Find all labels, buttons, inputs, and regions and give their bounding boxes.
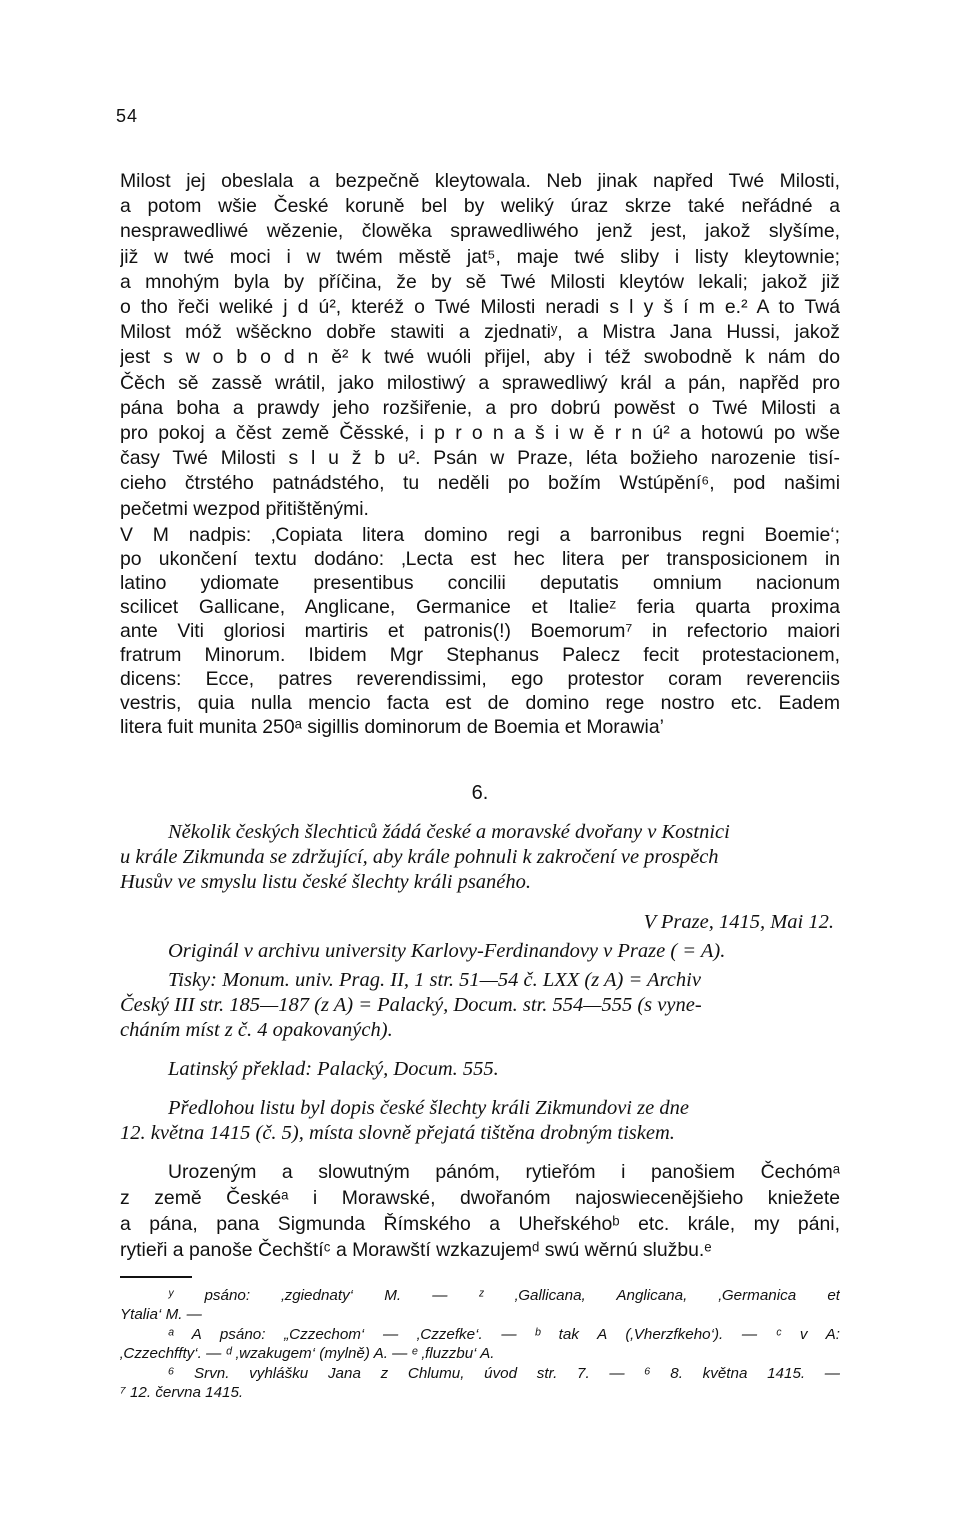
text-line: rytieři a panoše Čechštíᶜ a Morawští wzkazujemᵈ swú wěrnú službu.ᵉ: [120, 1239, 712, 1261]
text-line: Milost móž wšěckno dobře stawiti a zjednatiʸ, a Mistra Jana Hussi, jakož: [120, 321, 840, 344]
footnotes: [120, 1286, 840, 1402]
source-line: Český III str. 185—187 (z A) = Palacký, Docum. str. 554—555 (s vyne-: [120, 994, 702, 1016]
footnote-line: ʸ psáno: ‚zgiednaty‘ M. — ᶻ ‚Gallicana, Anglicana, ‚Germanica et: [168, 1287, 840, 1304]
manuscript-note: [120, 523, 840, 739]
summary-line: Husův ve smyslu listu české šlechty králi psaného.: [120, 871, 532, 893]
text-line: nesprawedliwé wězenie, člowěka sprawedliwého jenž jest, jakož slyšíme,: [120, 220, 840, 243]
text-line: časy Twé Milosti s l u ž b u². Psán w Praze, léta božieho narozenie tisí-: [120, 447, 840, 470]
page-number: 54: [116, 106, 139, 126]
text-line: a mnohým byla by příčina, že by sě Twé Milosti kleytów lekali; jakož již: [120, 270, 840, 293]
source-line: Předlohou listu byl dopis české šlechty králi Zikmundovi ze dne: [168, 1097, 689, 1119]
source-line: Originál v archivu university Karlovy-Ferdinandovy v Praze ( = A).: [168, 940, 726, 962]
text-line: pána boha a prawdy jeho rozšiřenie, a pro dobrú powěst o Twé Milosti a: [120, 396, 840, 419]
text-line: fratrum Minorum. Ibidem Mgr Stephanus Palecz fecit protestacionem,: [120, 644, 840, 666]
text-line: latino ydiomate presentibus concilii deputatis omnium nacionum: [120, 572, 840, 594]
text-line: pečetmi wezpod přitištěnými.: [120, 497, 369, 520]
text-line: pro pokoj a čěst země Čěsské, i p r o n a š i w ě r n ú² a hotowú po wše: [120, 422, 840, 445]
source-line: cháním míst z č. 4 opakovaných).: [120, 1019, 393, 1041]
source-line: Latinský překlad: Palacký, Docum. 555.: [168, 1058, 499, 1080]
text-line: V M nadpis: ‚Copiata litera domino regi a barronibus regni Boemie‘;: [120, 524, 840, 546]
text-line: a pána, pana Sigmunda Římského a Uheřskéhoᵇ etc. krále, my páni,: [120, 1213, 840, 1235]
summary-line: u krále Zikmunda se zdržující, aby krále pohnuli k zakročení ve prospěch: [120, 846, 719, 868]
source-description: [120, 939, 840, 1146]
text-line: Milost jej obeslala a bezpečně kleytowala. Neb jinak napřed Twé Milosti,: [120, 170, 840, 192]
text-line: litera fuit munita 250ᵃ sigillis dominorum de Boemia et Morawia’: [120, 716, 664, 738]
text-line: po ukončení textu dodáno: ‚Lecta est hec litera per transposicionem in: [120, 548, 840, 570]
footnote-line: Ytalia‘ M. —: [120, 1306, 202, 1324]
source-line: Tisky: Monum. univ. Prag. II, 1 str. 51—54 č. LXX (z A) = Archiv: [168, 969, 701, 991]
text-line: vestris, quia nulla mencio facta est de domino rege nostro etc. Eadem: [120, 692, 840, 714]
document-date: [120, 910, 840, 935]
text-line: Čěch sě zassě wrátil, jako milostiwý a sprawedliwý král a pán, napřěd pro: [120, 371, 840, 394]
footnote-line: ⁷ 12. června 1415.: [120, 1384, 244, 1402]
summary-line: Několik českých šlechticů žádá české a moravské dvořany v Kostnici: [168, 821, 730, 843]
text-line: Urozeným a slowutným pánóm, rytieřóm i panošiem Čechómᵃ: [168, 1161, 840, 1183]
footnote-line: ᵃ A psáno: „Czzechom‘ — ‚Czzefke‘. — ᵇ tak A (‚Vherzfkeho‘). — ᶜ v A:: [168, 1325, 840, 1343]
document-summary: [120, 820, 840, 895]
text-line: jest s w o b o d n ě² k twé wuóli přijel, aby i též swobodně k nám do: [120, 346, 840, 369]
footnote-line: ⁶ Srvn. vyhlášku Jana z Chlumu, úvod str. 7. — ⁶ 8. května 1415. —: [168, 1364, 840, 1382]
text-line: cieho čtrstého patnádstého, tu neděli po božím Wstúpění⁶, pod našimi: [120, 472, 840, 495]
text-line: o tho řeči weliké j d ú², kteréž o Twé Milosti neradi s l y š í m e.² A to Twá: [120, 296, 840, 319]
date-line: V Praze, 1415, Mai 12.: [643, 911, 834, 933]
text-line: z země Českéᵃ i Morawské, dwořanóm najoswiecenějšieho kniežete: [120, 1187, 840, 1209]
source-line: 12. května 1415 (č. 5), místa slovně přejatá tištěna drobným tiskem.: [120, 1122, 675, 1144]
czech-letter-text: [120, 169, 840, 522]
text-line: scilicet Gallicane, Anglicane, Germanice et Italieᶻ feria quarta proxima: [120, 596, 840, 618]
letter-opening: [120, 1159, 840, 1263]
document-number: 6.: [471, 782, 489, 804]
text-line: ante Viti gloriosi martiris et patronis(!) Boemorum⁷ in refectorio maiori: [120, 620, 840, 642]
footnote-line: ‚Czzechffty‘. — ᵈ ‚wzakugem‘ (mylně) A. — ᵉ ‚fluzzbu‘ A.: [120, 1345, 495, 1363]
footnote-divider: [120, 1276, 192, 1278]
text-line: dicens: Ecce, patres reverendissimi, ego protestor coram reverenciis: [120, 668, 840, 690]
text-line: již w twé moci i w twém městě jat⁵, maje twé sliby i listy kleytownie;: [120, 245, 840, 268]
text-line: a potom wšie České koruně bel by weliký úraz skrze také neřádné a: [120, 195, 840, 218]
